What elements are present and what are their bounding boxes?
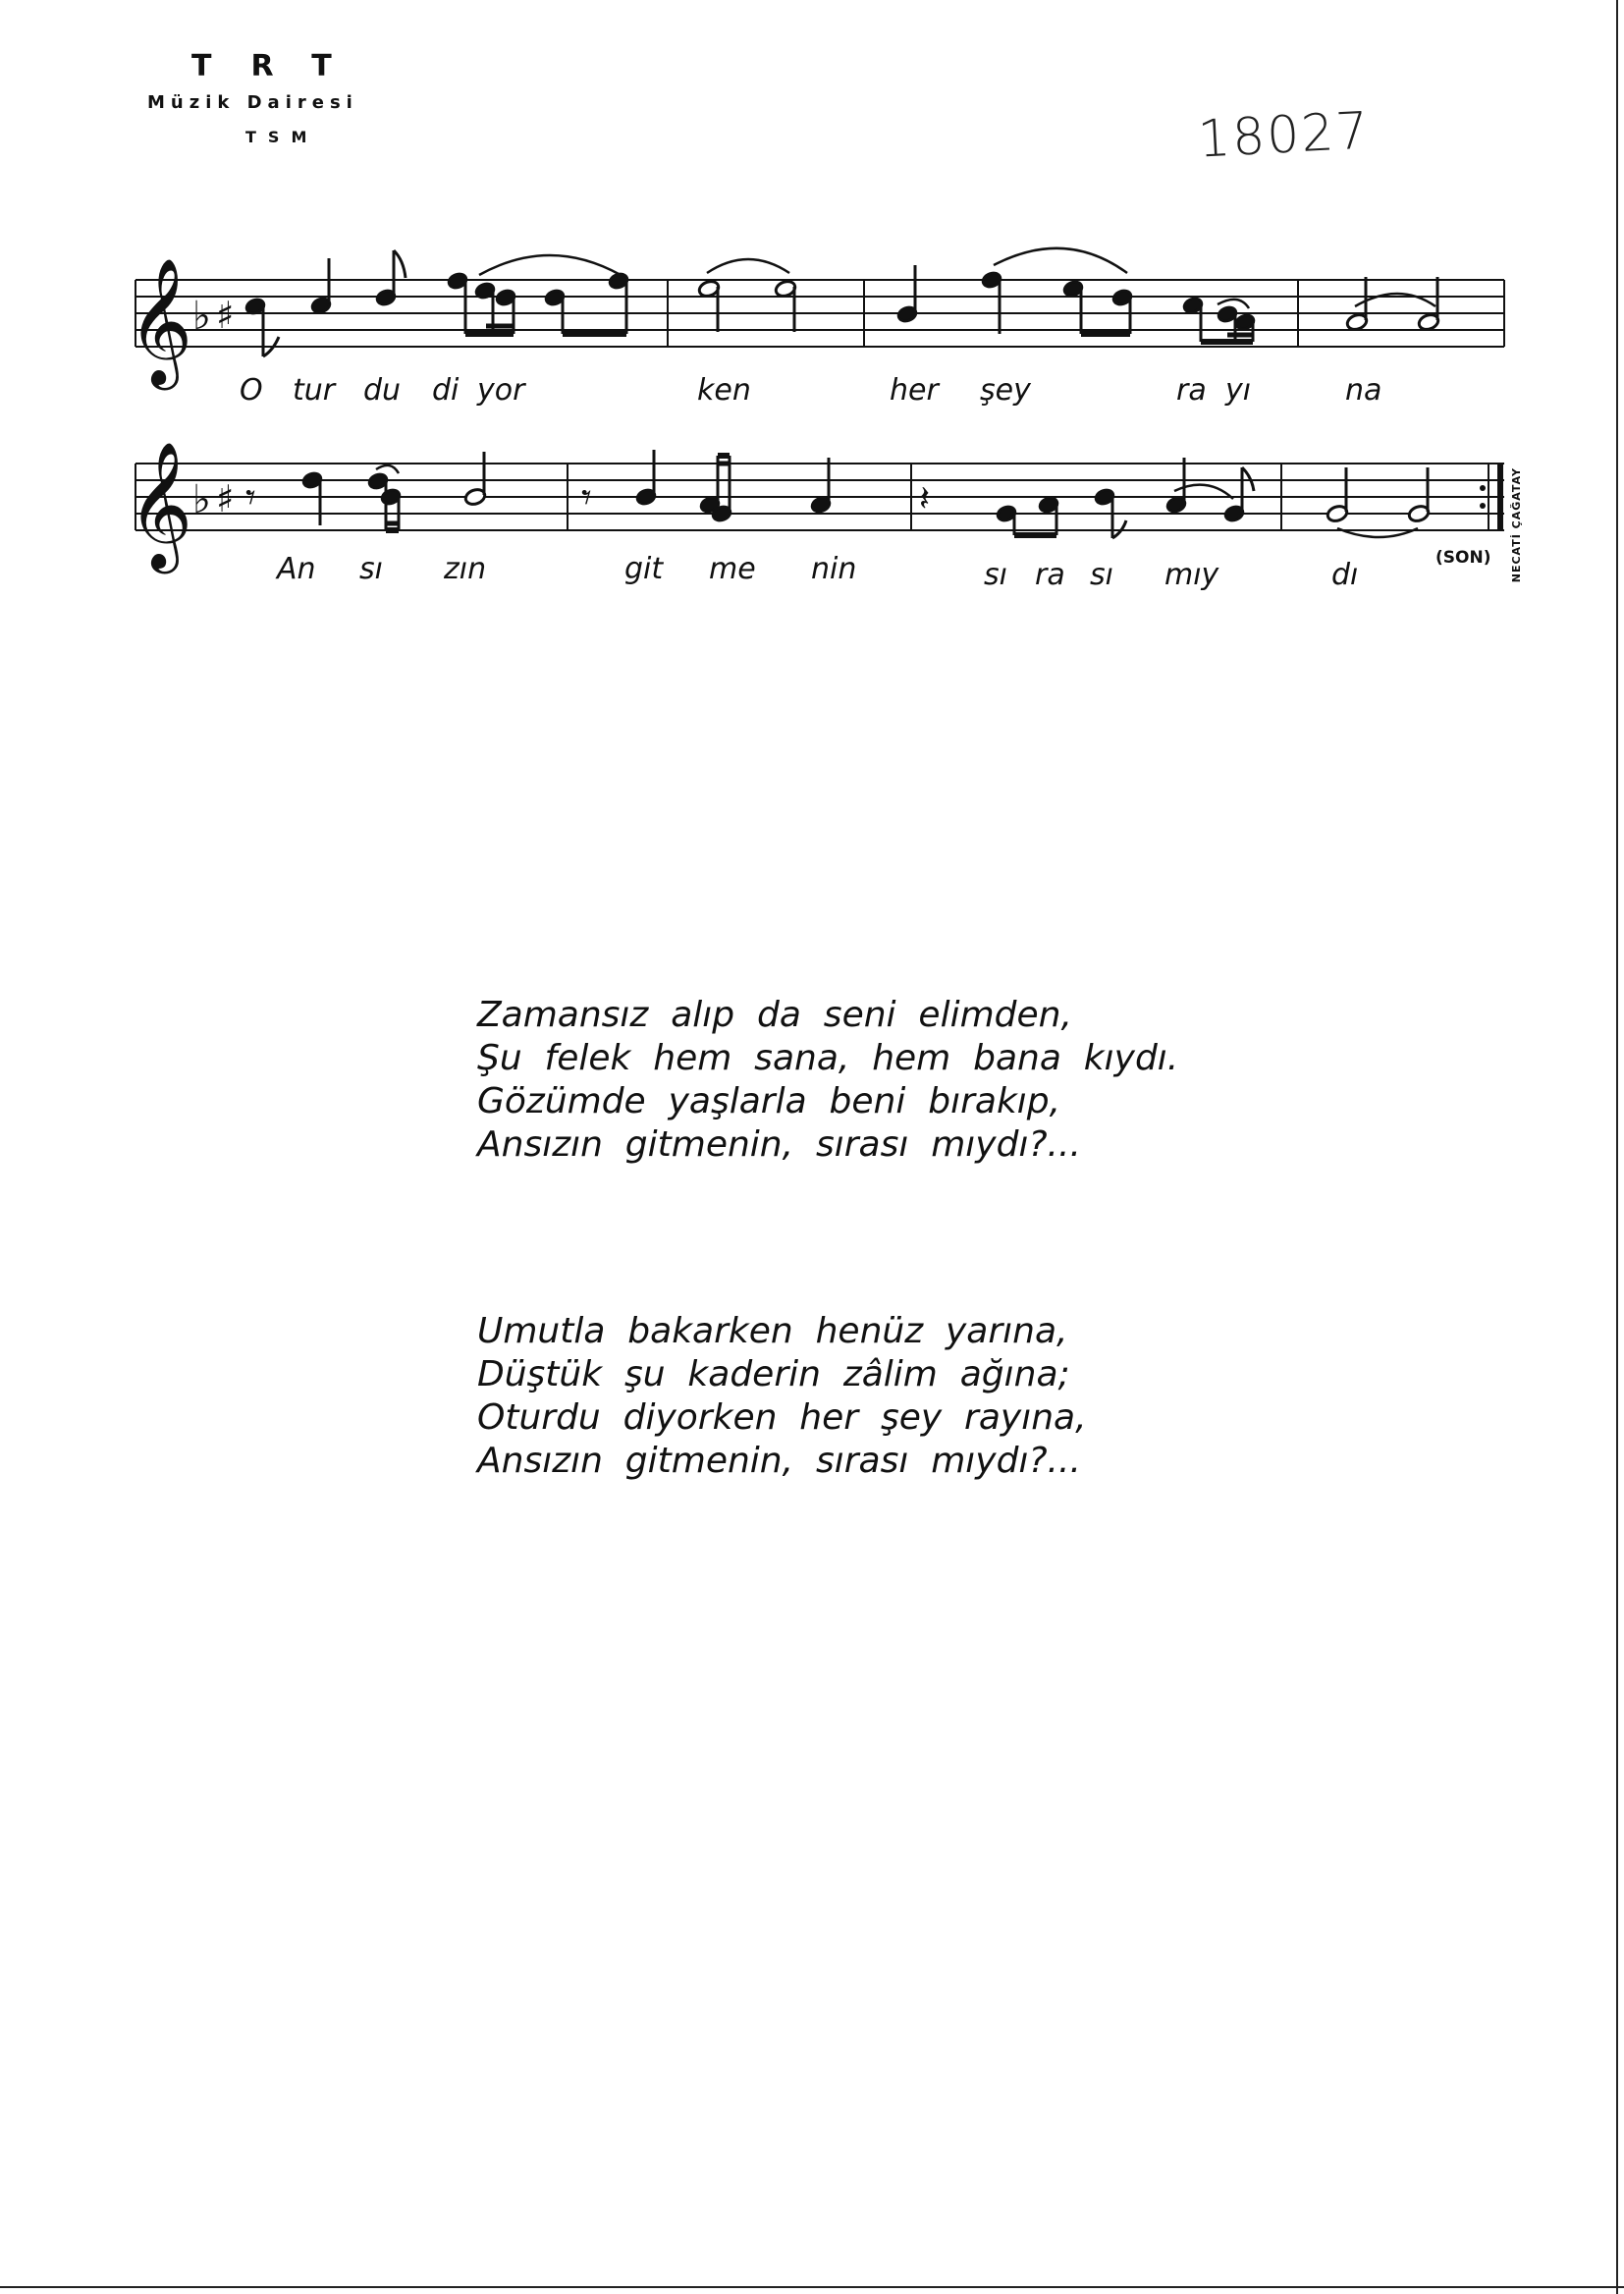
- lyric-syllable: yı: [1225, 373, 1252, 408]
- lyric-syllable: yor: [477, 373, 525, 408]
- catalog-number: 18027: [1196, 101, 1372, 170]
- lyric-syllable: her: [890, 373, 939, 408]
- lyric-syllable: git: [624, 552, 664, 586]
- treble-clef-icon: 𝄞: [128, 441, 193, 569]
- flat-icon: ♭: [192, 477, 211, 522]
- lyric-syllable: ra: [1176, 373, 1207, 408]
- lyric-syllable: An: [277, 552, 316, 586]
- stanza-2: [477, 1310, 1087, 1483]
- lyric-syllable: şey: [980, 373, 1031, 408]
- lyric-syllable: tur: [293, 373, 336, 408]
- lyric-syllable: mıy: [1164, 558, 1219, 592]
- sharp-icon: ♯: [216, 477, 235, 520]
- lyric-syllable: sı: [359, 552, 383, 586]
- treble-clef-icon: 𝄞: [128, 257, 193, 385]
- lyric-syllable: zın: [444, 552, 487, 586]
- lyric-syllable: ra: [1035, 558, 1065, 592]
- lyric-syllable: nin: [811, 552, 857, 586]
- stamp-line-1: TRT: [191, 49, 371, 83]
- lyric-syllable: me: [709, 552, 756, 586]
- staff-1: [135, 280, 1504, 347]
- stanza-line: Gözümde yaşlarla beni bırakıp,: [477, 1081, 1061, 1121]
- stamp-line-3: TSM: [245, 128, 319, 146]
- eighth-rest-icon: 𝄾: [581, 475, 592, 520]
- flat-icon: ♭: [192, 294, 211, 339]
- lyric-syllable: du: [363, 373, 402, 408]
- end-mark: (SON): [1435, 548, 1491, 568]
- lyric-syllable: dı: [1331, 558, 1359, 592]
- page-edge-bottom: [0, 2286, 1624, 2288]
- stamp-line-2: Müzik Dairesi: [147, 92, 358, 113]
- stanza-line: Zamansız alıp da seni elimden,: [477, 995, 1072, 1035]
- lyric-syllable: na: [1345, 373, 1382, 408]
- staff-1-notes: [244, 248, 1439, 356]
- quarter-rest-icon: 𝄽: [919, 479, 931, 519]
- stanza-line: Şu felek hem sana, hem bana kıydı.: [477, 1038, 1179, 1078]
- stanza-line: Oturdu diyorken her şey rayına,: [477, 1397, 1087, 1438]
- stanza-1: [477, 994, 1178, 1167]
- lyric-syllable: ken: [697, 373, 751, 408]
- lyric-syllable: O: [240, 373, 263, 408]
- lyric-syllable: di: [432, 373, 460, 408]
- stanza-line: Ansızın gitmenin, sırası mıydı?...: [477, 1441, 1081, 1481]
- sharp-icon: ♯: [216, 294, 235, 337]
- eighth-rest-icon: 𝄾: [245, 475, 256, 520]
- stanza-line: Umutla bakarken henüz yarına,: [477, 1311, 1068, 1351]
- stanza-line: Ansızın gitmenin, sırası mıydı?...: [477, 1124, 1081, 1165]
- stanza-line: Düştük şu kaderin zâlim ağına;: [477, 1354, 1070, 1394]
- lyric-syllable: sı: [984, 558, 1007, 592]
- lyric-syllable: sı: [1090, 558, 1113, 592]
- composer-mark: NECATİ ÇAĞATAY: [1510, 467, 1523, 583]
